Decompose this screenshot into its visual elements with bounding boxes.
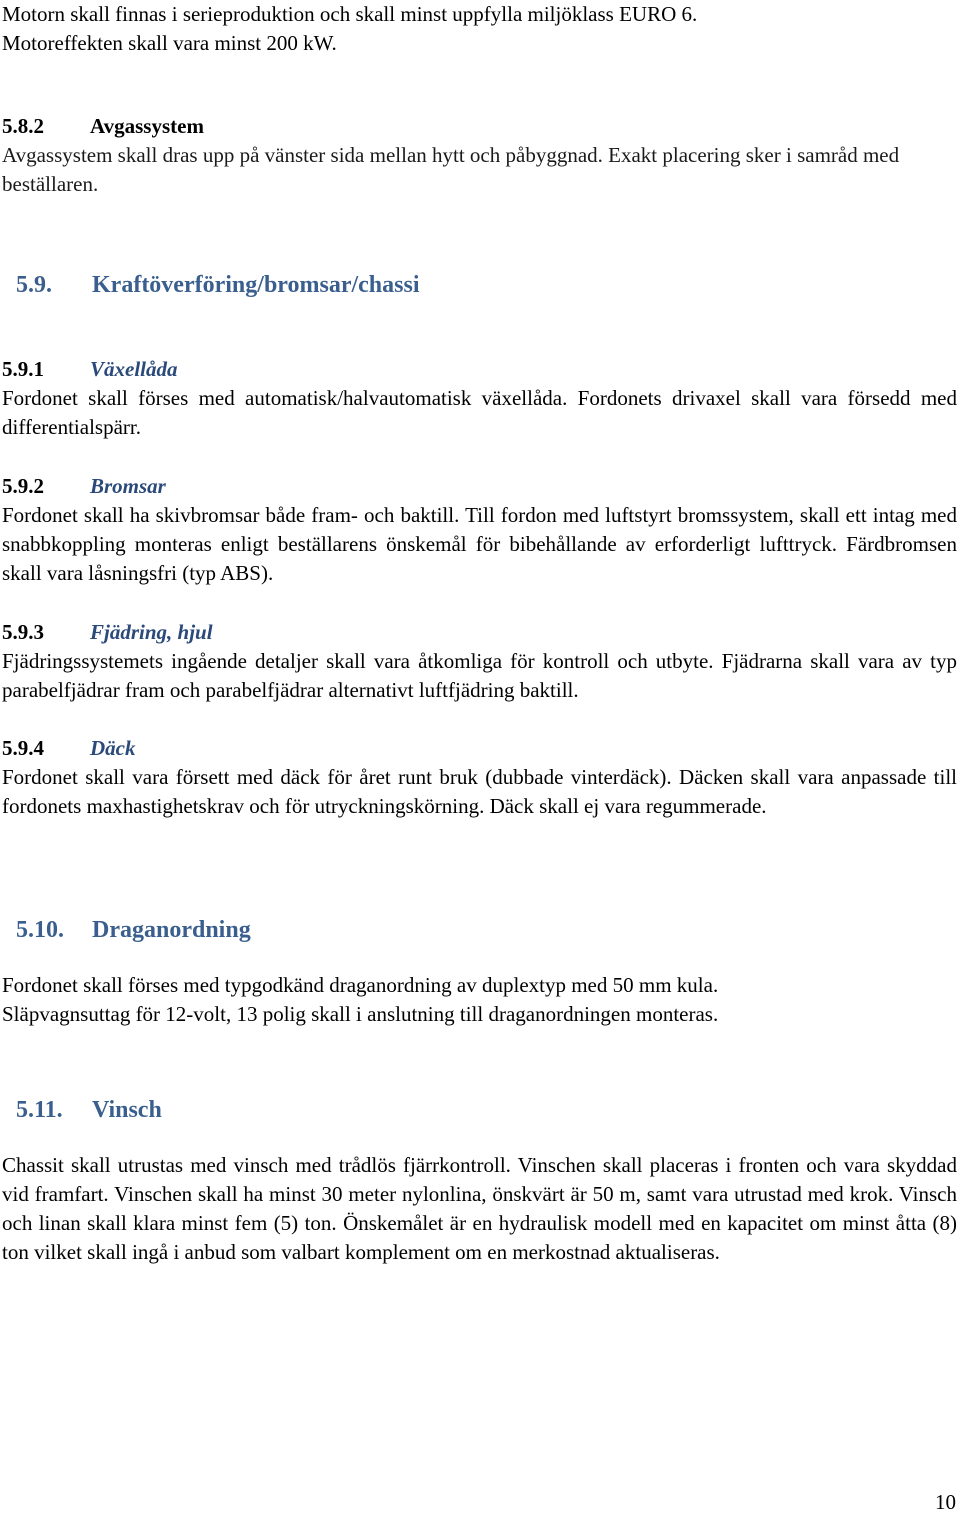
section-5-11-body	[2, 1151, 957, 1267]
section-heading	[2, 112, 957, 141]
section-heading	[2, 472, 957, 501]
section-title: Fjädring, hjul	[90, 620, 213, 644]
section-body: Fjädringssystemets ingående detaljer skall vara åtkomliga för kontroll och utbyte. Fjädrarna skall vara av typ parabelfjädrar fram och parabelfjädrar alternativt luftfjädring baktill.	[2, 649, 957, 702]
section-title: Växellåda	[90, 357, 178, 381]
section-5-11	[2, 1095, 957, 1125]
section-body: Fordonet skall förses med automatisk/halvautomatisk växellåda. Fordonets drivaxel skall vara försedd med differentialspärr.	[2, 386, 957, 439]
section-title: Avgassystem	[90, 114, 204, 138]
main-heading-title: Kraftöverföring/bromsar/chassi	[92, 272, 420, 298]
section-heading	[2, 355, 957, 384]
main-heading-number: 5.10.	[16, 917, 64, 943]
main-heading-title: Vinsch	[92, 1097, 162, 1123]
main-heading	[2, 1095, 957, 1125]
section-title: Däck	[90, 736, 136, 760]
section-5-9-3	[2, 618, 957, 705]
section-body: Chassit skall utrustas med vinsch med trådlös fjärrkontroll. Vinschen skall placeras i fronten och vara skyddad vid framfart. Vinschen skall ha minst 30 meter nylonlina, önskvärt är 50 m, samt vara utrustad med krok. Vinsch och linan skall klara minst fem (5) ton. Önskemålet är en hydraulisk modell med en kapacitet om minst åtta (8) ton vilket skall ingå i anbud som valbart komplement om en merkostnad aktualiseras.	[2, 1153, 957, 1264]
section-body-line-1: Fordonet skall förses med typgodkänd draganordning av duplextyp med 50 mm kula.	[2, 973, 719, 997]
intro-line-1: Motorn skall finnas i serieproduktion och skall minst uppfylla miljöklass EURO 6.	[2, 2, 698, 26]
main-heading	[2, 270, 957, 300]
section-number: 5.9.1	[2, 357, 44, 381]
intro-block	[2, 0, 957, 58]
page-number: 10	[935, 1490, 956, 1514]
section-5-10-body	[2, 971, 957, 1029]
section-number: 5.9.3	[2, 620, 44, 644]
main-heading-number: 5.11.	[16, 1097, 63, 1123]
section-body: Fordonet skall vara försett med däck för året runt bruk (dubbade vinterdäck). Däcken skall vara anpassade till fordonets maxhastighetskrav och för utryckningskörning. Däck skall ej vara regummerade.	[2, 765, 957, 818]
intro-line-2: Motoreffekten skall vara minst 200 kW.	[2, 31, 337, 55]
section-5-9	[2, 270, 957, 300]
section-5-9-1	[2, 355, 957, 442]
section-5-9-2	[2, 472, 957, 588]
main-heading-title: Draganordning	[92, 917, 251, 943]
section-number: 5.9.4	[2, 736, 44, 760]
main-heading	[2, 915, 957, 945]
section-body: Avgassystem skall dras upp på vänster sida mellan hytt och påbyggnad. Exakt placering sker i samråd med beställaren.	[2, 143, 900, 196]
section-5-8-2	[2, 112, 957, 199]
section-5-9-4	[2, 734, 957, 821]
section-number: 5.9.2	[2, 474, 44, 498]
section-body: Fordonet skall ha skivbromsar både fram- och baktill. Till fordon med luftstyrt bromssystem, skall ett intag med snabbkoppling monteras enligt beställarens önskemål för bibehållande av erforderligt lufttryck. Färdbromsen skall vara låsningsfri (typ ABS).	[2, 503, 957, 585]
section-heading	[2, 734, 957, 763]
section-5-10	[2, 915, 957, 945]
main-heading-number: 5.9.	[16, 272, 52, 298]
section-number: 5.8.2	[2, 114, 44, 138]
section-title: Bromsar	[90, 474, 166, 498]
section-body-line-2: Släpvagnsuttag för 12-volt, 13 polig skall i anslutning till draganordningen monteras.	[2, 1002, 719, 1026]
section-heading	[2, 618, 957, 647]
